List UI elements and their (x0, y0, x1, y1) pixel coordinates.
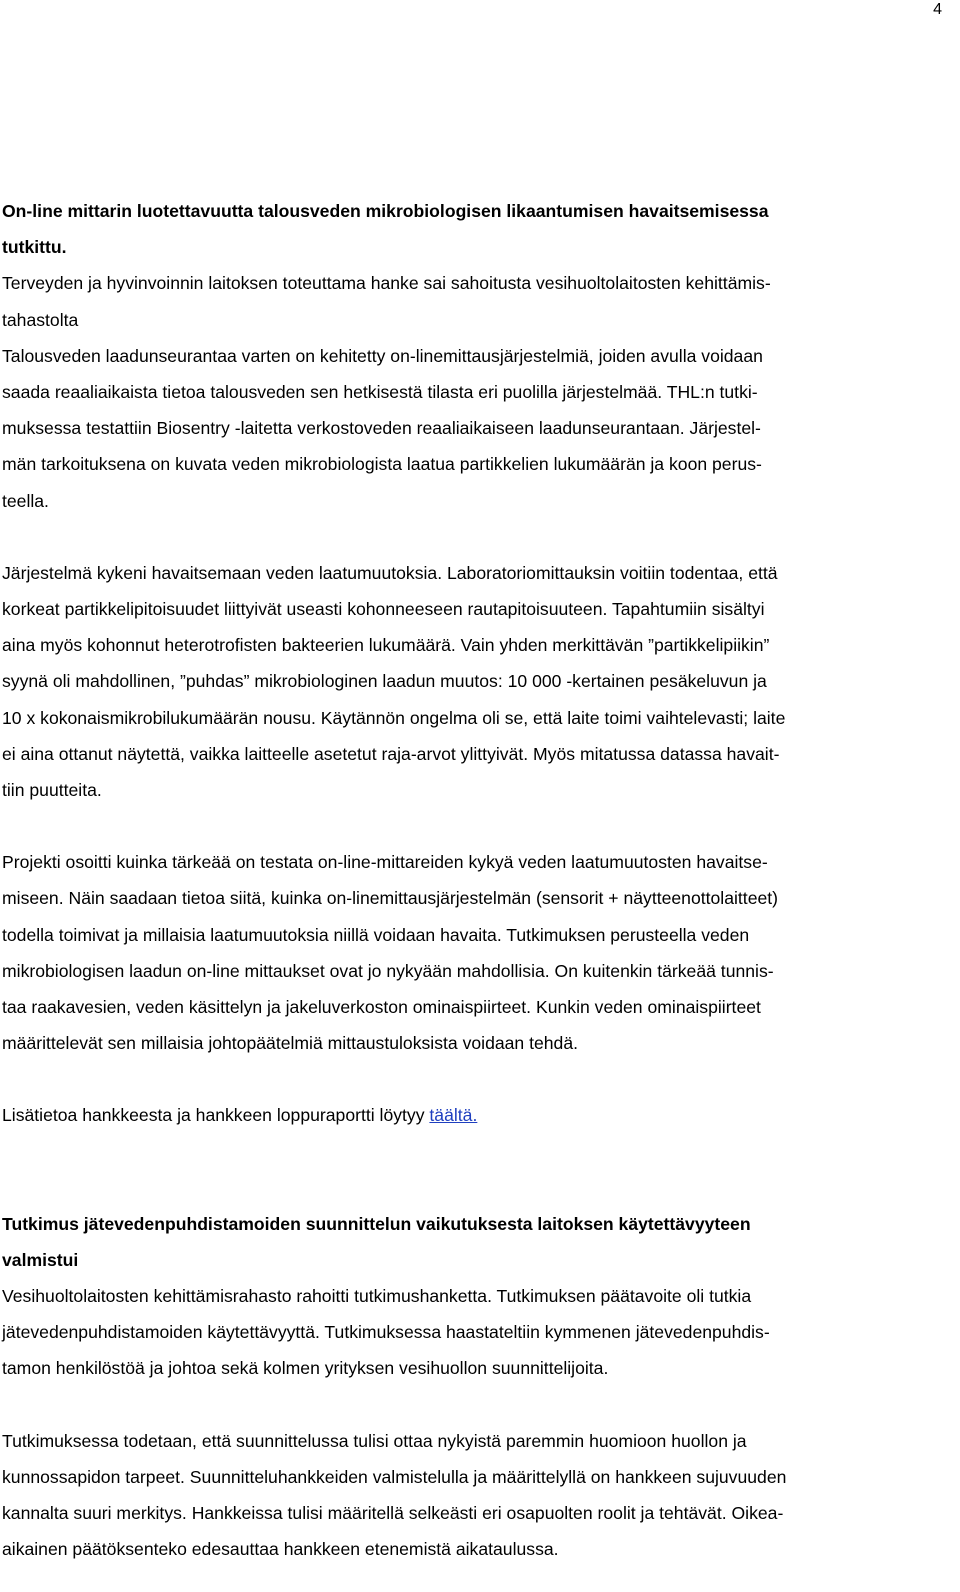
text-line: Vesihuoltolaitosten kehittämisrahasto rahoitti tutkimushanketta. Tutkimuksen päätavoite oli tutkia (2, 1286, 752, 1307)
paragraph-spacer (2, 1061, 942, 1097)
text-line: Talousveden laadunseurantaa varten on kehitetty on-linemittausjärjestelmiä, joiden avulla voidaan (2, 345, 763, 366)
text-line: 10 x kokonaismikrobilukumäärän nousu. Käytännön ongelma oli se, että laite toimi vaihtelevasti; laite (2, 707, 786, 728)
section1-heading (2, 193, 942, 265)
page-number: 4 (933, 1, 942, 18)
heading-line: Tutkimus jätevedenpuhdistamoiden suunnittelun vaikutuksesta laitoksen käytettävyyteen (2, 1213, 751, 1234)
text-line: taa raakavesien, veden käsittelyn ja jakeluverkoston ominaispiirteet. Kunkin veden ominaispiirteet (2, 997, 761, 1018)
heading-line: valmistui (2, 1249, 79, 1270)
report-link[interactable]: täältä. (429, 1105, 478, 1126)
text-line: Tutkimuksessa todetaan, että suunnittelussa tulisi ottaa nykyistä paremmin huomioon huollon ja (2, 1430, 747, 1451)
paragraph-spacer (2, 1387, 942, 1423)
text-line: mikrobiologisen laadun on-line mittaukset ovat jo nykyään mahdollisia. On kuitenkin tärkeää tunnis- (2, 960, 774, 981)
paragraph-spacer (2, 808, 942, 844)
more-info-line (2, 1097, 942, 1133)
heading-line: tutkittu. (2, 237, 67, 258)
document-body (2, 193, 942, 1568)
text-line: kunnossapidon tarpeet. Suunnitteluhankkeiden valmistelulla ja määrittelyllä on hankkeen sujuvuuden (2, 1466, 787, 1487)
text-line: kannalta suuri merkitys. Hankkeissa tulisi määritellä selkeästi eri osapuolten roolit ja tehtävät. Oikea- (2, 1503, 784, 1524)
text-line: aina myös kohonnut heterotrofisten bakteerien lukumäärä. Vain yhden merkittävän ”partikkelipiikin” (2, 635, 770, 656)
text-line: tamon henkilöstöä ja johtoa sekä kolmen yrityksen vesihuollon suunnittelijoita. (2, 1358, 609, 1379)
section1-paragraph-1 (2, 338, 942, 519)
text-line: muksessa testattiin Biosentry -laitetta verkostoveden reaaliaikaiseen laadunseurantaan. Järjestel- (2, 418, 761, 439)
text-line: teella. (2, 490, 49, 511)
text-line: korkeat partikkelipitoisuudet liittyivät useasti kohonneeseen rautapitoisuuteen. Tapahtumiin sisältyi (2, 599, 765, 620)
text-line: jätevedenpuhdistamoiden käytettävyyttä. Tutkimuksessa haastateltiin kymmenen jätevedenpuhdis- (2, 1322, 770, 1343)
section2-paragraph-2 (2, 1423, 942, 1568)
text-line: tahastolta (2, 309, 79, 330)
text-line: määrittelevät sen millaisia johtopäätelmiä mittaustuloksista voidaan tehdä. (2, 1033, 579, 1054)
text-line: Järjestelmä kykeni havaitsemaan veden laatumuutoksia. Laboratoriomittauksin voitiin todentaa, että (2, 562, 778, 583)
text-line: tiin puutteita. (2, 780, 102, 801)
text-line: saada reaaliaikaista tietoa talousveden sen hetkisestä tilasta eri puolilla järjestelmää. THL:n tutki- (2, 382, 758, 403)
section1-paragraph-2 (2, 555, 942, 808)
text-line: män tarkoituksena on kuvata veden mikrobiologista laatua partikkelien lukumäärän ja koon perus- (2, 454, 762, 475)
section1-paragraph-3 (2, 844, 942, 1061)
text-line: Projekti osoitti kuinka tärkeää on testata on-line-mittareiden kykyä veden laatumuutosten havaitse- (2, 852, 768, 873)
text-line: todella toimivat ja millaisia laatumuutoksia niillä voidaan havaita. Tutkimuksen perusteella veden (2, 924, 750, 945)
section-spacer (2, 1134, 942, 1206)
text-line: aikainen päätöksenteko edesauttaa hankkeen etenemistä aikataulussa. (2, 1539, 559, 1560)
section1-intro (2, 265, 942, 337)
paragraph-spacer (2, 519, 942, 555)
text-line: ei aina ottanut näytettä, vaikka laitteelle asetetut raja-arvot ylittyivät. Myös mitatussa datassa havait- (2, 743, 780, 764)
text-line: Terveyden ja hyvinvoinnin laitoksen toteuttama hanke sai sahoitusta vesihuoltolaitosten kehittämis- (2, 273, 771, 294)
text-line: syynä oli mahdollinen, ”puhdas” mikrobiologinen laadun muutos: 10 000 -kertainen pesäkeluvun ja (2, 671, 767, 692)
section2-paragraph-1 (2, 1278, 942, 1387)
more-info-text: Lisätietoa hankkeesta ja hankkeen loppuraportti löytyy (2, 1105, 430, 1126)
text-line: miseen. Näin saadaan tietoa siitä, kuinka on-linemittausjärjestelmän (sensorit + näytteenottolaitteet) (2, 888, 779, 909)
heading-line: On-line mittarin luotettavuutta talousveden mikrobiologisen likaantumisen havaitsemisessa (2, 201, 769, 221)
section2-heading (2, 1206, 942, 1278)
